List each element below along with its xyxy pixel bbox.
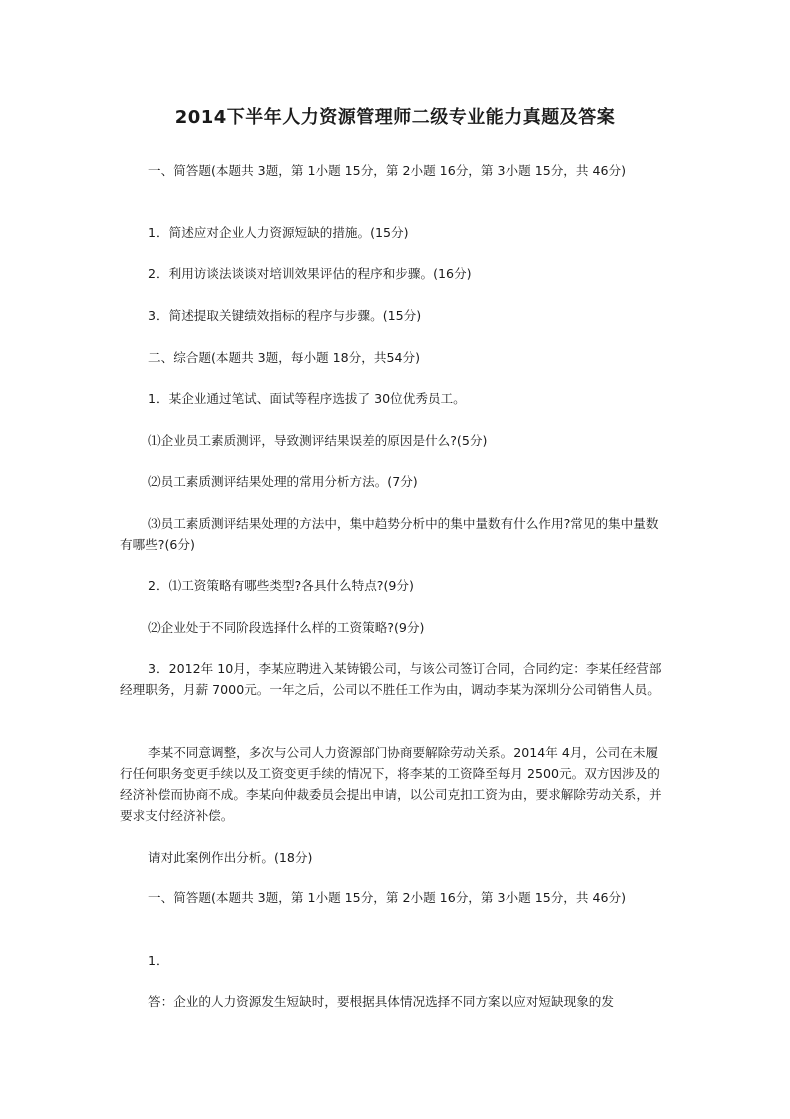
answer-1-number: 1． xyxy=(148,953,169,968)
question-1-1: 1．简述应对企业人力资源短缺的措施。(15分) xyxy=(148,225,409,240)
question-2-3-case: 3．2012年 10月，李某应聘进入某铸锻公司，与该公司签订合同，合同约定：李某任经营部经理职务，月薪 7000元。一年之后，公司以不胜任工作为由，调动李某为深圳分公司销售人员。 xyxy=(120,661,662,697)
answer-1-text: 答：企业的人力资源发生短缺时，要根据具体情况选择不同方案以应对短缺现象的发 xyxy=(148,994,614,1009)
question-2-1-sub1: ⑴企业员工素质测评，导致测评结果误差的原因是什么?(5分) xyxy=(148,433,488,448)
question-1-3: 3．简述提取关键绩效指标的程序与步骤。(15分) xyxy=(148,308,422,323)
question-1-2: 2．利用访谈法谈谈对培训效果评估的程序和步骤。(16分) xyxy=(148,266,472,281)
section-2-heading: 二、综合题(本题共 3题，每小题 18分，共54分) xyxy=(148,350,420,365)
section-1-heading: 一、简答题(本题共 3题，第 1小题 15分，第 2小题 16分，第 3小题 15分，共 46分) xyxy=(148,163,627,178)
question-2-2: 2．⑴工资策略有哪些类型?各具什么特点?(9分) xyxy=(148,578,414,593)
document-title: 2014下半年人力资源管理师二级专业能力真题及答案 xyxy=(174,107,616,128)
question-2-1-sub2: ⑵员工素质测评结果处理的常用分析方法。(7分) xyxy=(148,474,418,489)
answer-section-1-heading: 一、简答题(本题共 3题，第 1小题 15分，第 2小题 16分，第 3小题 15分，共 46分) xyxy=(148,890,627,905)
question-2-3-prompt: 请对此案例作出分析。(18分) xyxy=(148,850,313,865)
question-2-1-sub3: ⑶员工素质测评结果处理的方法中，集中趋势分析中的集中量数有什么作用?常见的集中量数有哪些?(6分) xyxy=(120,516,659,552)
question-2-2-sub2: ⑵企业处于不同阶段选择什么样的工资策略?(9分) xyxy=(148,620,425,635)
question-2-3-case-cont: 李某不同意调整，多次与公司人力资源部门协商要解除劳动关系。2014年 4月，公司在未履行任何职务变更手续以及工资变更手续的情况下，将李某的工资降至每月 2500元。双方因涉及的经济补偿而协商不成。李某向仲裁委员会提出申请，以公司克扣工资为由，要求解除劳动关系，并要求支付经济补偿。 xyxy=(120,745,662,823)
question-2-1: 1．某企业通过笔试、面试等程序选拔了 30位优秀员工。 xyxy=(148,391,466,406)
